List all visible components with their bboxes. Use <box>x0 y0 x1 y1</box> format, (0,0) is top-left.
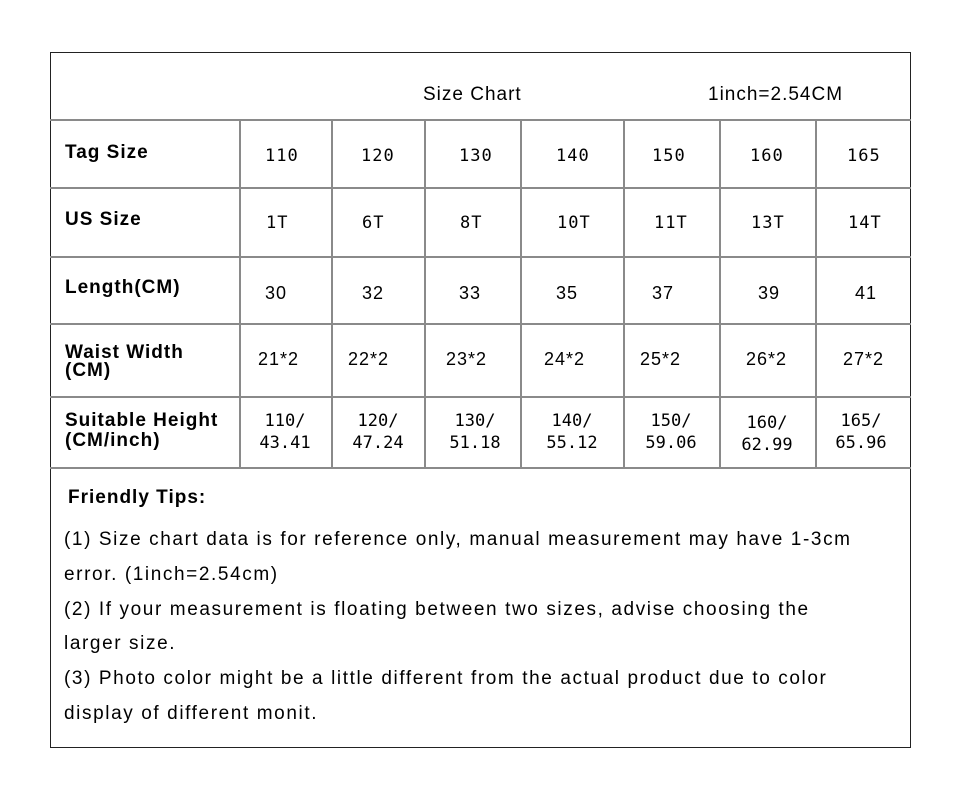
table-cell: 25*2 <box>640 349 682 369</box>
table-cell: 41 <box>855 283 878 303</box>
table-cell: 110 <box>265 146 299 166</box>
row-label-waist-width <box>65 344 184 380</box>
cell-line1: 130/ <box>454 411 496 431</box>
table-cell: 32 <box>362 283 385 303</box>
table-cell: 140 <box>556 146 590 166</box>
table-cell: 26*2 <box>746 349 788 369</box>
table-cell: 1T <box>266 213 289 233</box>
row-label-line1: Waist Width <box>65 342 184 363</box>
table-cell: 150 <box>652 146 686 166</box>
table-cell: 22*2 <box>348 349 390 369</box>
grid-line-v6 <box>719 119 721 469</box>
cell-line1: 140/ <box>551 411 593 431</box>
table-cell: 13T <box>751 213 785 233</box>
tip-line: (1) Size chart data is for reference only, manual measurement may have 1-3cm <box>64 529 852 550</box>
row-label-line2: (CM/inch) <box>65 430 161 451</box>
table-cell: 39 <box>758 283 781 303</box>
cell-line1: 150/ <box>650 411 692 431</box>
table-cell: 11T <box>654 213 688 233</box>
grid-line-h6 <box>50 467 911 469</box>
row-label-line2: (CM) <box>65 360 112 381</box>
tip-line: larger size. <box>64 633 177 654</box>
table-cell: 130 <box>459 146 493 166</box>
row-label-suitable-height <box>65 411 218 451</box>
table-cell: 30 <box>265 283 288 303</box>
cell-line2: 59.06 <box>645 433 697 453</box>
chart-title: Size Chart <box>423 84 522 105</box>
cell-line2: 43.41 <box>259 433 311 453</box>
table-cell: 35 <box>556 283 579 303</box>
table-cell: 33 <box>459 283 482 303</box>
grid-line-v5 <box>623 119 625 469</box>
cell-line1: 110/ <box>264 411 306 431</box>
table-cell <box>722 412 812 456</box>
table-cell <box>430 410 520 454</box>
tip-line: display of different monit. <box>64 703 319 724</box>
grid-line-v3 <box>424 119 426 469</box>
grid-line-h2 <box>50 187 911 189</box>
cell-line1: 160/ <box>746 413 788 433</box>
unit-conversion: 1inch=2.54CM <box>708 84 844 105</box>
cell-line2: 65.96 <box>835 433 887 453</box>
table-cell: 37 <box>652 283 675 303</box>
table-cell: 165 <box>847 146 881 166</box>
grid-line-h4 <box>50 323 911 325</box>
row-label-length: Length(CM) <box>65 277 181 298</box>
grid-line-h5 <box>50 396 911 398</box>
table-cell: 27*2 <box>843 349 885 369</box>
cell-line2: 55.12 <box>546 433 598 453</box>
cell-line2: 62.99 <box>741 435 793 455</box>
table-cell <box>527 410 617 454</box>
table-cell: 120 <box>361 146 395 166</box>
tip-line: error. (1inch=2.54cm) <box>64 564 279 585</box>
row-label-line1: Suitable Height <box>65 410 219 431</box>
table-cell: 21*2 <box>258 349 300 369</box>
table-cell: 10T <box>557 213 591 233</box>
table-cell <box>333 410 423 454</box>
table-cell: 6T <box>362 213 385 233</box>
cell-line2: 47.24 <box>352 433 404 453</box>
cell-line2: 51.18 <box>449 433 501 453</box>
row-label-us-size: US Size <box>65 209 142 230</box>
row-label-tag-size: Tag Size <box>65 142 149 163</box>
grid-line-v4 <box>520 119 522 469</box>
grid-line-h1 <box>50 119 911 121</box>
table-cell: 160 <box>750 146 784 166</box>
table-cell <box>626 410 716 454</box>
table-cell <box>240 410 330 454</box>
grid-line-h3 <box>50 256 911 258</box>
table-cell <box>816 410 906 454</box>
cell-line1: 120/ <box>357 411 399 431</box>
tip-line: (3) Photo color might be a little different from the actual product due to color <box>64 668 828 689</box>
table-cell: 23*2 <box>446 349 488 369</box>
table-cell: 8T <box>460 213 483 233</box>
cell-line1: 165/ <box>840 411 882 431</box>
tips-title: Friendly Tips: <box>68 487 207 508</box>
table-cell: 24*2 <box>544 349 586 369</box>
tip-line: (2) If your measurement is floating between two sizes, advise choosing the <box>64 599 810 620</box>
table-cell: 14T <box>848 213 882 233</box>
